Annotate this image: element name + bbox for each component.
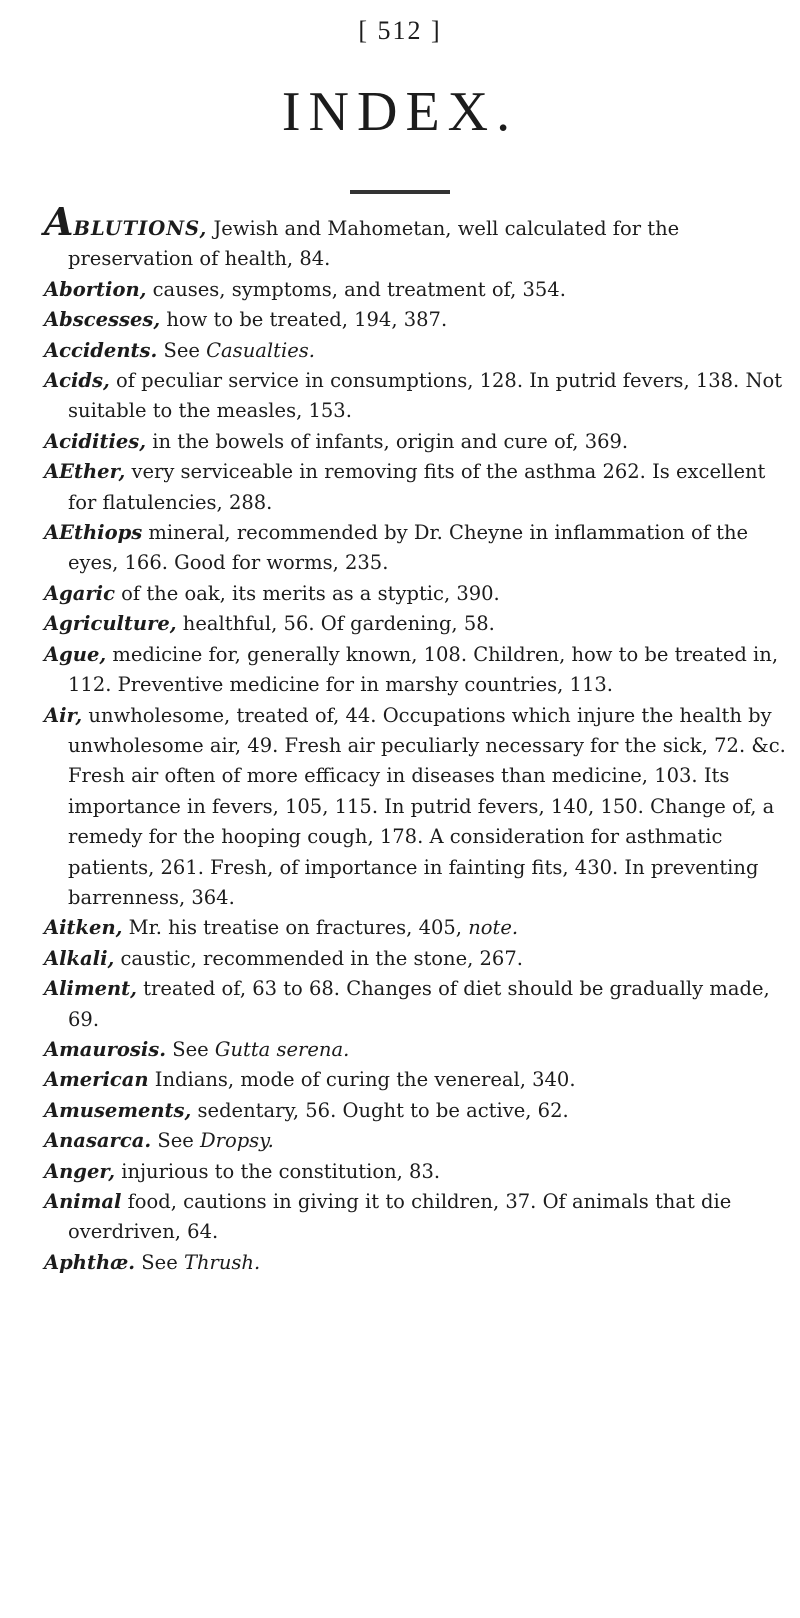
entry-cross-reference: note. — [468, 916, 519, 940]
entry-heading: Aliment, — [44, 977, 137, 1001]
entry-text: treated of, 63 to 68. Changes of diet should be gradually made, 69. — [68, 977, 770, 1031]
index-entry — [44, 305, 788, 335]
entry-text: causes, symptoms, and treatment of, 354. — [152, 277, 566, 301]
entry-cross-reference: Dropsy. — [200, 1129, 274, 1153]
entry-heading: Acidities, — [44, 429, 147, 453]
entry-text: Indians, mode of curing the venereal, 340. — [154, 1068, 576, 1092]
index-entry — [44, 1096, 788, 1126]
index-entry — [44, 974, 788, 1035]
entry-text: of the oak, its merits as a styptic, 390. — [121, 581, 500, 605]
entry-heading: Anger, — [44, 1159, 115, 1183]
index-entry — [44, 1248, 788, 1278]
index-entry — [44, 275, 788, 305]
entry-text: See — [172, 1037, 209, 1061]
entry-heading: Amaurosis. — [44, 1037, 167, 1061]
entry-heading: Abscesses, — [44, 308, 161, 332]
entry-heading: Aphthæ. — [44, 1250, 136, 1274]
index-entry — [44, 199, 788, 275]
entry-heading: Air, — [44, 703, 83, 727]
index-entry — [44, 1035, 788, 1065]
entry-heading — [44, 199, 208, 244]
index-entry — [44, 1157, 788, 1187]
entry-heading: Acids, — [44, 369, 110, 393]
entry-heading: Agaric — [44, 581, 115, 605]
entry-text: healthful, 56. Of gardening, 58. — [182, 612, 495, 636]
entry-text: very serviceable in removing fits of the asthma 262. Is excellent for flatulencies, 288. — [68, 460, 766, 514]
entry-cross-reference: Thrush. — [183, 1250, 261, 1274]
entry-text: See — [163, 338, 200, 362]
index-entry — [44, 579, 788, 609]
entry-text: injurious to the constitution, 83. — [121, 1159, 441, 1183]
entry-text: unwholesome, treated of, 44. Occupations which injure the health by unwholesome air, 49. Fresh air peculiarly necessary for the sick, 72. &c. Fresh air often of more efficacy in diseases than medicine, 103. Its importance in fevers, 105, 115. In putrid fevers, 140, 150. Change of, a remedy for the hooping cough, 178. A consideration for asthmatic patients, 261. Fresh, of importance in fainting fits, 430. In preventing barrenness, 364. — [68, 703, 786, 909]
index-entry — [44, 1187, 788, 1248]
entry-heading: Alkali, — [44, 946, 115, 970]
entry-text: See — [157, 1129, 194, 1153]
entry-text: food, cautions in giving it to children, 37. Of animals that die overdriven, 64. — [68, 1190, 732, 1244]
entry-text: medicine for, generally known, 108. Children, how to be treated in, 112. Preventive medicine for in marshy countries, 113. — [68, 642, 779, 697]
entry-heading: Agriculture, — [44, 612, 177, 636]
index-entry — [44, 336, 788, 366]
entry-text: sedentary, 56. Ought to be active, 62. — [197, 1098, 569, 1122]
title-rule — [350, 190, 450, 194]
entry-initial: A — [44, 199, 74, 244]
index-entry — [44, 913, 788, 943]
index-entry — [44, 1065, 788, 1095]
index-entry — [44, 944, 788, 974]
entry-text: in the bowels of infants, origin and cure of, 369. — [152, 429, 629, 453]
index-entry — [44, 609, 788, 639]
entry-heading: Ague, — [44, 642, 107, 666]
index-entry — [44, 366, 788, 427]
entry-heading: Amusements, — [44, 1098, 192, 1122]
index-entry — [44, 640, 788, 701]
index-entry — [44, 457, 788, 518]
entry-text: mineral, recommended by Dr. Cheyne in inflammation of the eyes, 166. Good for worms, 235. — [68, 521, 749, 575]
entry-cross-reference: Gutta serena. — [214, 1037, 350, 1061]
index-entry — [44, 518, 788, 579]
entry-heading: Aitken, — [44, 916, 123, 940]
entry-heading: Animal — [44, 1190, 122, 1213]
index-entry — [44, 1126, 788, 1156]
entry-heading: AEther, — [44, 460, 126, 484]
entry-heading: Anasarca. — [44, 1129, 152, 1153]
entry-text: See — [141, 1250, 178, 1274]
entry-heading: Accidents. — [44, 338, 158, 362]
entry-heading-text: BLUTIONS, — [73, 217, 208, 240]
index-entries — [44, 199, 788, 1278]
entry-text: Mr. his treatise on fractures, 405, — [128, 916, 462, 940]
entry-heading: AEthiops — [44, 521, 143, 545]
page-number: [ 512 ] — [358, 16, 442, 45]
entry-text: of peculiar service in consumptions, 128. In putrid fevers, 138. Not suitable to the measles, 153. — [68, 369, 783, 423]
entry-text: Jewish and Mahometan, well calculated for the preservation of health, 84. — [68, 217, 680, 271]
entry-text: caustic, recommended in the stone, 267. — [120, 946, 523, 970]
index-entry — [44, 701, 788, 914]
entry-heading: American — [44, 1068, 149, 1092]
entry-text: how to be treated, 194, 387. — [166, 308, 448, 332]
entry-heading: Abortion, — [44, 277, 147, 301]
index-entry — [44, 427, 788, 457]
entry-cross-reference: Casualties. — [206, 338, 315, 362]
page-title: INDEX. — [281, 81, 519, 143]
